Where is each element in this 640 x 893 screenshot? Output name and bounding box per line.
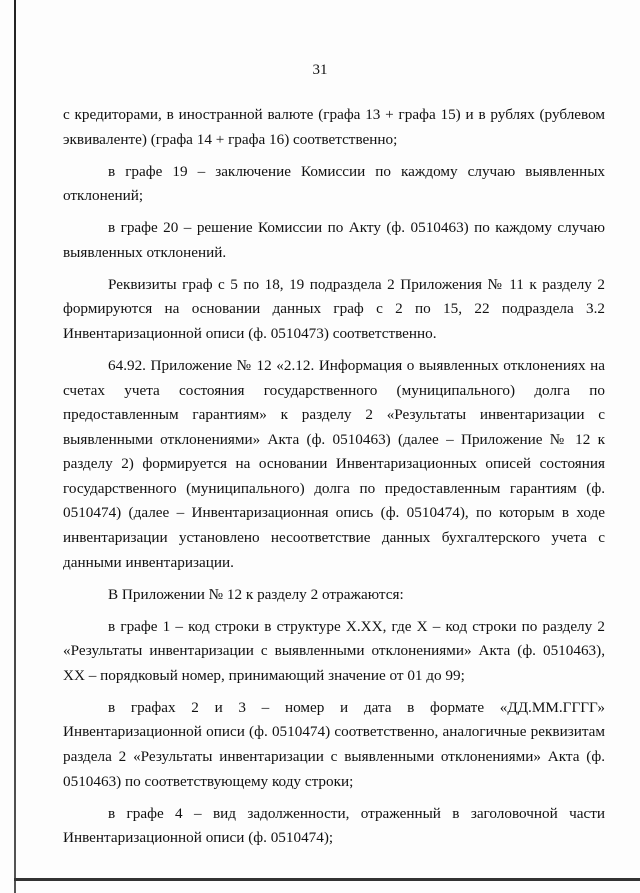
paragraph: в графе 19 – заключение Комиссии по каждому случаю выявленных отклонений; [63,162,605,205]
paragraph: 64.92. Приложение № 12 «2.12. Информация о выявленных отклонениях на счетах учета состояния государственного (муниципального) долга по предоставленным гарантиям» к разделу 2 «Результаты инвентаризации с выявленными отклонениями» Акта (ф. 0510463) (далее – Приложение № 12 к разделу 2) формируется на основании Инвентаризационных описей состояния государственного (муниципального) долга по предоставленным гарантиям (ф. 0510474) (далее – Инвентаризационная опись (ф. 0510474), по которым в ходе инвентаризации установлено несоответствие данных бухгалтерского учета с данными инвентаризации. [63,356,605,571]
scan-edge-left [14,0,16,893]
paragraph: В Приложении № 12 к разделу 2 отражаются: [108,585,404,603]
paragraph: в графе 20 – решение Комиссии по Акту (ф. 0510463) по каждому случаю выявленных отклонений. [63,219,605,261]
paragraph: в графе 4 – вид задолженности, отраженный в заголовочной части Инвентаризационной описи (ф. 0510474); [63,804,605,847]
body-text [63,103,605,851]
scan-edge-bottom [14,878,640,881]
paragraph: в графе 1 – код строки в структуре X.XX, где X – код строки по разделу 2 «Результаты инвентаризации с выявленными отклонениями» Акта (ф. 0510463), XX – порядковый номер, принимающий значение от 01 до 99; [63,617,605,684]
page-number: 31 [312,62,328,78]
paragraph: Реквизиты граф с 5 по 18, 19 подраздела 2 Приложения № 11 к разделу 2 формируются на основании данных граф с 2 по 15, 22 подраздела 3.2 Инвентаризационной описи (ф. 0510473) соответственно. [63,275,605,342]
paragraph: в графах 2 и 3 – номер и дата в формате «ДД.ММ.ГГГГ» Инвентаризационной описи (ф. 0510474) соответственно, аналогичные реквизитам раздела 2 «Результаты инвентаризации с выявленными отклонениями» Акта (ф. 0510463) по соответствующему коду строки; [63,698,605,790]
paragraph: с кредиторами, в иностранной валюте (графа 13 + графа 15) и в рублях (рублевом эквиваленте) (графа 14 + графа 16) соответственно; [63,106,605,148]
